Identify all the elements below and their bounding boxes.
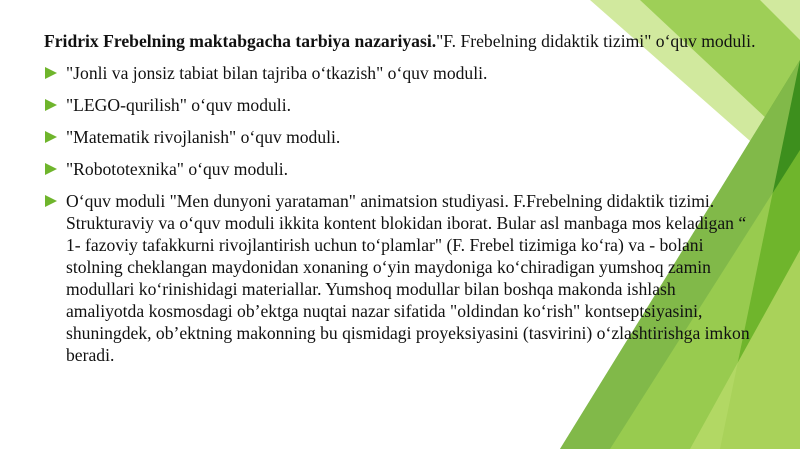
heading-bold: Fridrix Frebelning maktabgacha tarbiya nazariyasi. <box>44 31 437 51</box>
heading-rest: "F. Frebelning didaktik tizimi" o‘quv moduli. <box>436 31 756 51</box>
bullet-item <box>44 62 756 84</box>
bullet-text: "Jonli va jonsiz tabiat bilan tajriba o‘tkazish" o‘quv moduli. <box>66 63 488 83</box>
bullet-item <box>44 94 756 116</box>
bullet-list <box>44 62 756 366</box>
bullet-arrow-icon <box>45 195 57 207</box>
bullet-arrow-icon <box>45 131 57 143</box>
bullet-text: "LEGO-qurilish" o‘quv moduli. <box>66 95 291 115</box>
bullet-text: "Matematik rivojlanish" o‘quv moduli. <box>66 127 341 147</box>
slide-content <box>44 30 756 376</box>
bullet-arrow-icon <box>45 67 57 79</box>
slide-heading <box>44 30 756 52</box>
bullet-text: O‘quv moduli "Men dunyoni yarataman" animatsion studiyasi. F.Frebelning didaktik tizimi. Strukturaviy va o‘quv moduli ikkita kontent blokidan iborat. Bular asl manbaga mos keladigan “ 1- fazoviy tafakkurni rivojlantirish uchun to‘plamlar" (F. Frebel tizimiga ko‘ra) va - bolani stolning cheklangan maydonidan xonaning o‘yin maydoniga ko‘chiradigan yumshoq zamin modullari ko‘rinishidagi materiallar. Yumshoq modullar bilan boshqa makonda ishlash amaliyotda kosmosdagi ob’ektga nuqtai nazar sifatida "oldindan ko‘rish" kontseptsiyasini, shuningdek, ob’ektning makonning bu qismidagi proyeksiyasini (tasvirini) o‘zlashtirishga imkon beradi. <box>66 191 750 365</box>
bullet-item <box>44 190 756 366</box>
bullet-text: "Robototexnika" o‘quv moduli. <box>66 159 289 179</box>
bullet-item <box>44 126 756 148</box>
bullet-item <box>44 158 756 180</box>
bullet-arrow-icon <box>45 99 57 111</box>
bullet-arrow-icon <box>45 163 57 175</box>
